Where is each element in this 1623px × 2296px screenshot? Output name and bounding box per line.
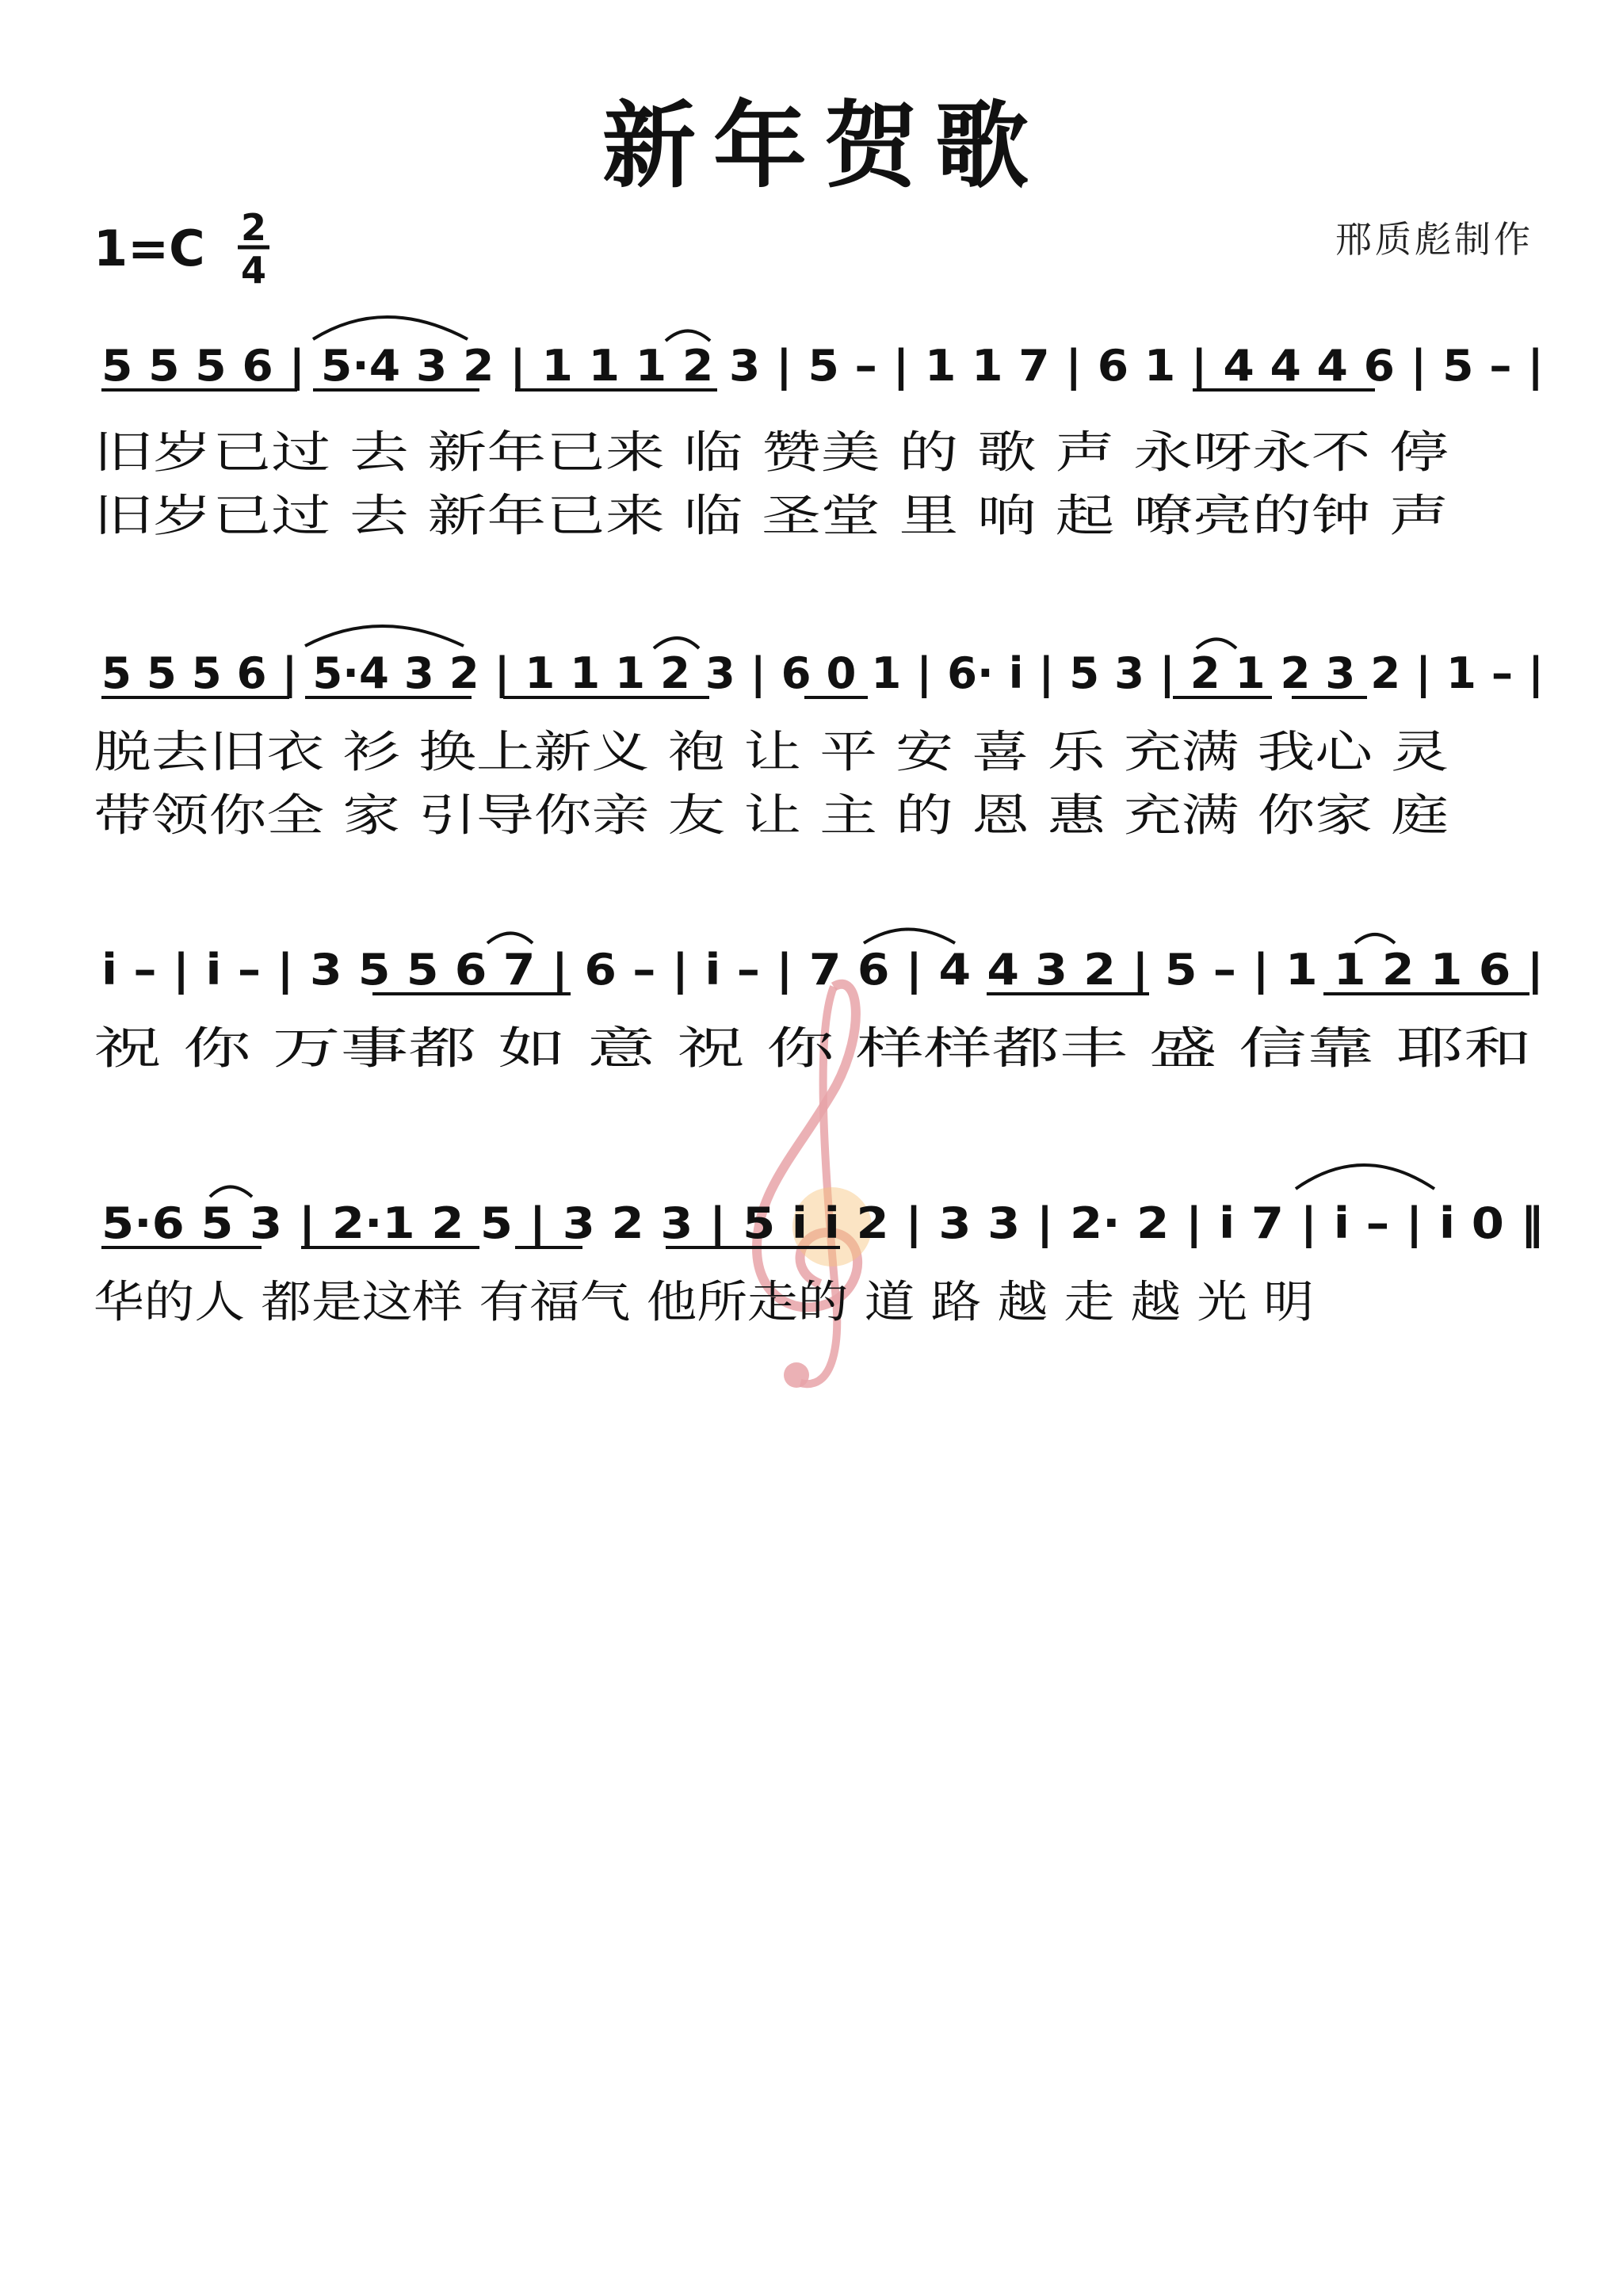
system-1-lyrics-verse-2: 旧岁已过 去 新年已来 临 圣堂 里 响 起 嘹亮的钟 声 — [94, 491, 1449, 542]
slur — [305, 626, 464, 646]
system-3-lyrics: 祝 你 万事都 如 意 祝 你 样样都丰 盛 信靠 耶和 — [94, 1023, 1532, 1075]
slur — [864, 930, 955, 944]
system-3 — [94, 930, 1544, 1075]
system-1-lyrics-verse-1: 旧岁已过 去 新年已来 临 赞美 的 歌 声 永呀永不 停 — [94, 427, 1449, 479]
system-2-lyrics-verse-2: 带领你全 家 引导你亲 友 让 主 的 恩 惠 充满 你家 庭 — [94, 790, 1449, 842]
system-4 — [94, 1165, 1544, 1328]
slur — [1197, 640, 1236, 649]
slur — [210, 1187, 252, 1198]
slur — [1296, 1165, 1434, 1189]
system-2-notes: 5 5 5 6 | 5·4 3 2 | 1 1 1 2 3 | 6 0 1 | 6· i | 5 3 | 2 1 2 3 2 | 1 – | — [101, 648, 1544, 698]
slur — [666, 331, 710, 342]
system-2-lyrics-verse-1: 脱去旧衣 衫 换上新义 袍 让 平 安 喜 乐 充满 我心 灵 — [94, 727, 1449, 778]
slur — [313, 317, 468, 339]
page-title: 新年贺歌 — [601, 91, 1047, 201]
system-4-notes: 5·6 5 3 | 2·1 2 5 | 3 2 3 | 5 i i 2 | 3 3 | 2· 2 | i 7 | i – | i 0 ‖ — [101, 1198, 1544, 1248]
time-signature-bottom: 4 — [240, 249, 267, 292]
system-1-notes: 5 5 5 6 | 5·4 3 2 | 1 1 1 2 3 | 5 – | 1 1 7 | 6 1 | 4 4 4 6 | 5 – | — [101, 341, 1544, 391]
system-2 — [94, 626, 1544, 842]
system-3-notes: i – | i – | 3 5 5 6 7 | 6 – | i – | 7 6 | 4 4 3 2 | 5 – | 1 1 2 1 6 | — [101, 945, 1544, 995]
key-signature: 1=C — [94, 220, 205, 277]
credit: 邢质彪制作 — [1335, 218, 1533, 261]
slur — [487, 934, 533, 944]
system-1 — [94, 317, 1544, 542]
system-4-lyrics: 华的人 都是这样 有福气 他所走的 道 路 越 走 越 光 明 — [94, 1277, 1314, 1328]
slur — [654, 638, 699, 648]
slur — [1355, 934, 1395, 943]
time-signature-top: 2 — [240, 206, 267, 249]
